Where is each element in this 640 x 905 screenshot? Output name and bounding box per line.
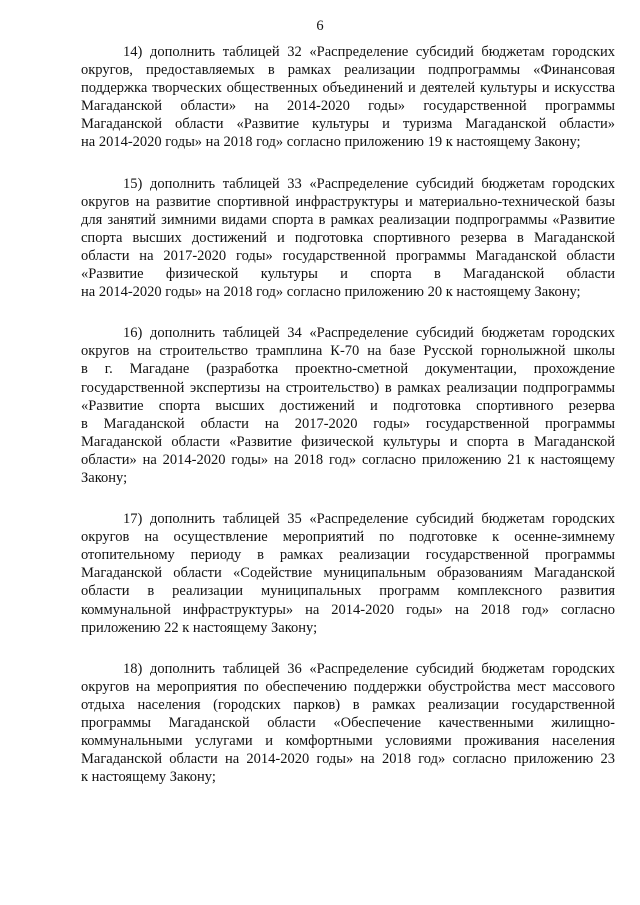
text-line: «Развитие спорта высших достижений и подготовка спортивного резерва bbox=[81, 397, 615, 414]
text-line: отдыха населения (городских парков) в рамках реализации государственной bbox=[81, 696, 615, 713]
text-line: округов на мероприятия по обеспечению поддержки обустройства мест массового bbox=[81, 678, 615, 695]
text-line: «Развитие физической культуры и спорта в Магаданской области bbox=[81, 266, 615, 283]
text-line: округов на развитие спортивной инфраструктуры и материально-технической базы bbox=[81, 193, 615, 210]
page-number: 6 bbox=[316, 18, 324, 34]
text-line: коммунальной инфраструктуры» на 2014-2020 годы» на 2018 год» согласно bbox=[81, 601, 615, 618]
text-line: Магаданской области «Развитие культуры и туризма Магаданской области» bbox=[81, 116, 615, 133]
text-line: для занятий зимними видами спорта в рамках реализации подпрограммы «Развитие bbox=[81, 211, 615, 228]
paragraph-14 bbox=[81, 43, 615, 152]
text-line: в г. Магадане (разработка проектно-сметной документации, прохождение bbox=[81, 361, 615, 378]
text-line: Магаданской области «Содействие муниципальным образованиям Магаданской bbox=[81, 565, 615, 582]
document-body bbox=[81, 43, 615, 809]
text-line: 17) дополнить таблицей 35 «Распределение субсидий бюджетам городских bbox=[123, 511, 615, 528]
text-line: округов на осуществление мероприятий по подготовке к осенне-зимнему bbox=[81, 529, 615, 546]
text-line: 16) дополнить таблицей 34 «Распределение субсидий бюджетам городских bbox=[123, 325, 615, 342]
text-line: округов на строительство трамплина К-70 на базе Русской горнолыжной школы bbox=[81, 343, 615, 360]
text-line: области в реализации муниципальных программ комплексного развития bbox=[81, 583, 615, 600]
text-line: спорта высших достижений и подготовка спортивного резерва в Магаданской bbox=[81, 229, 615, 246]
text-line: Магаданской области» на 2014-2020 годы» государственной программы bbox=[81, 98, 615, 115]
text-line: на 2014-2020 годы» на 2018 год» согласно приложению 20 к настоящему Закону; bbox=[81, 284, 581, 301]
text-line: программы Магаданской области «Обеспечение качественными жилищно- bbox=[81, 715, 615, 731]
text-line: отопительному периоду в рамках реализации государственной программы bbox=[81, 547, 615, 564]
text-line: 14) дополнить таблицей 32 «Распределение субсидий бюджетам городских bbox=[123, 44, 615, 60]
text-line: в Магаданской области на 2017-2020 годы» государственной программы bbox=[81, 415, 615, 432]
text-line: Закону; bbox=[81, 469, 128, 486]
paragraph-16 bbox=[81, 324, 615, 487]
text-line: к настоящему Закону; bbox=[81, 769, 216, 786]
text-line: области» на 2014-2020 годы» на 2018 год» согласно приложению 21 к настоящему bbox=[81, 451, 615, 468]
text-line: коммунальными услугами и комфортными условиями проживания населения bbox=[81, 733, 615, 750]
text-line: на 2014-2020 годы» на 2018 год» согласно приложению 19 к настоящему Закону; bbox=[81, 134, 581, 151]
paragraph-15 bbox=[81, 175, 615, 302]
text-line: округов, предоставляемых в рамках реализации подпрограммы «Финансовая bbox=[81, 62, 615, 79]
text-line: области на 2017-2020 годы» государственной программы Магаданской области bbox=[81, 247, 615, 264]
text-line: 18) дополнить таблицей 36 «Распределение субсидий бюджетам городских bbox=[123, 660, 615, 677]
text-line: 15) дополнить таблицей 33 «Распределение субсидий бюджетам городских bbox=[123, 175, 615, 192]
text-line: Магаданской области на 2014-2020 годы» на 2018 год» согласно приложению 23 bbox=[81, 751, 615, 768]
paragraph-18 bbox=[81, 660, 615, 787]
text-line: приложению 22 к настоящему Закону; bbox=[81, 619, 318, 636]
text-line: Магаданской области «Развитие физической культуры и спорта в Магаданской bbox=[81, 433, 615, 450]
text-line: поддержка творческих общественных объединений и деятелей культуры и искусства bbox=[81, 80, 615, 97]
text-line: государственной экспертизы на строительство) в рамках реализации подпрограммы bbox=[81, 379, 615, 396]
paragraph-17 bbox=[81, 510, 615, 637]
